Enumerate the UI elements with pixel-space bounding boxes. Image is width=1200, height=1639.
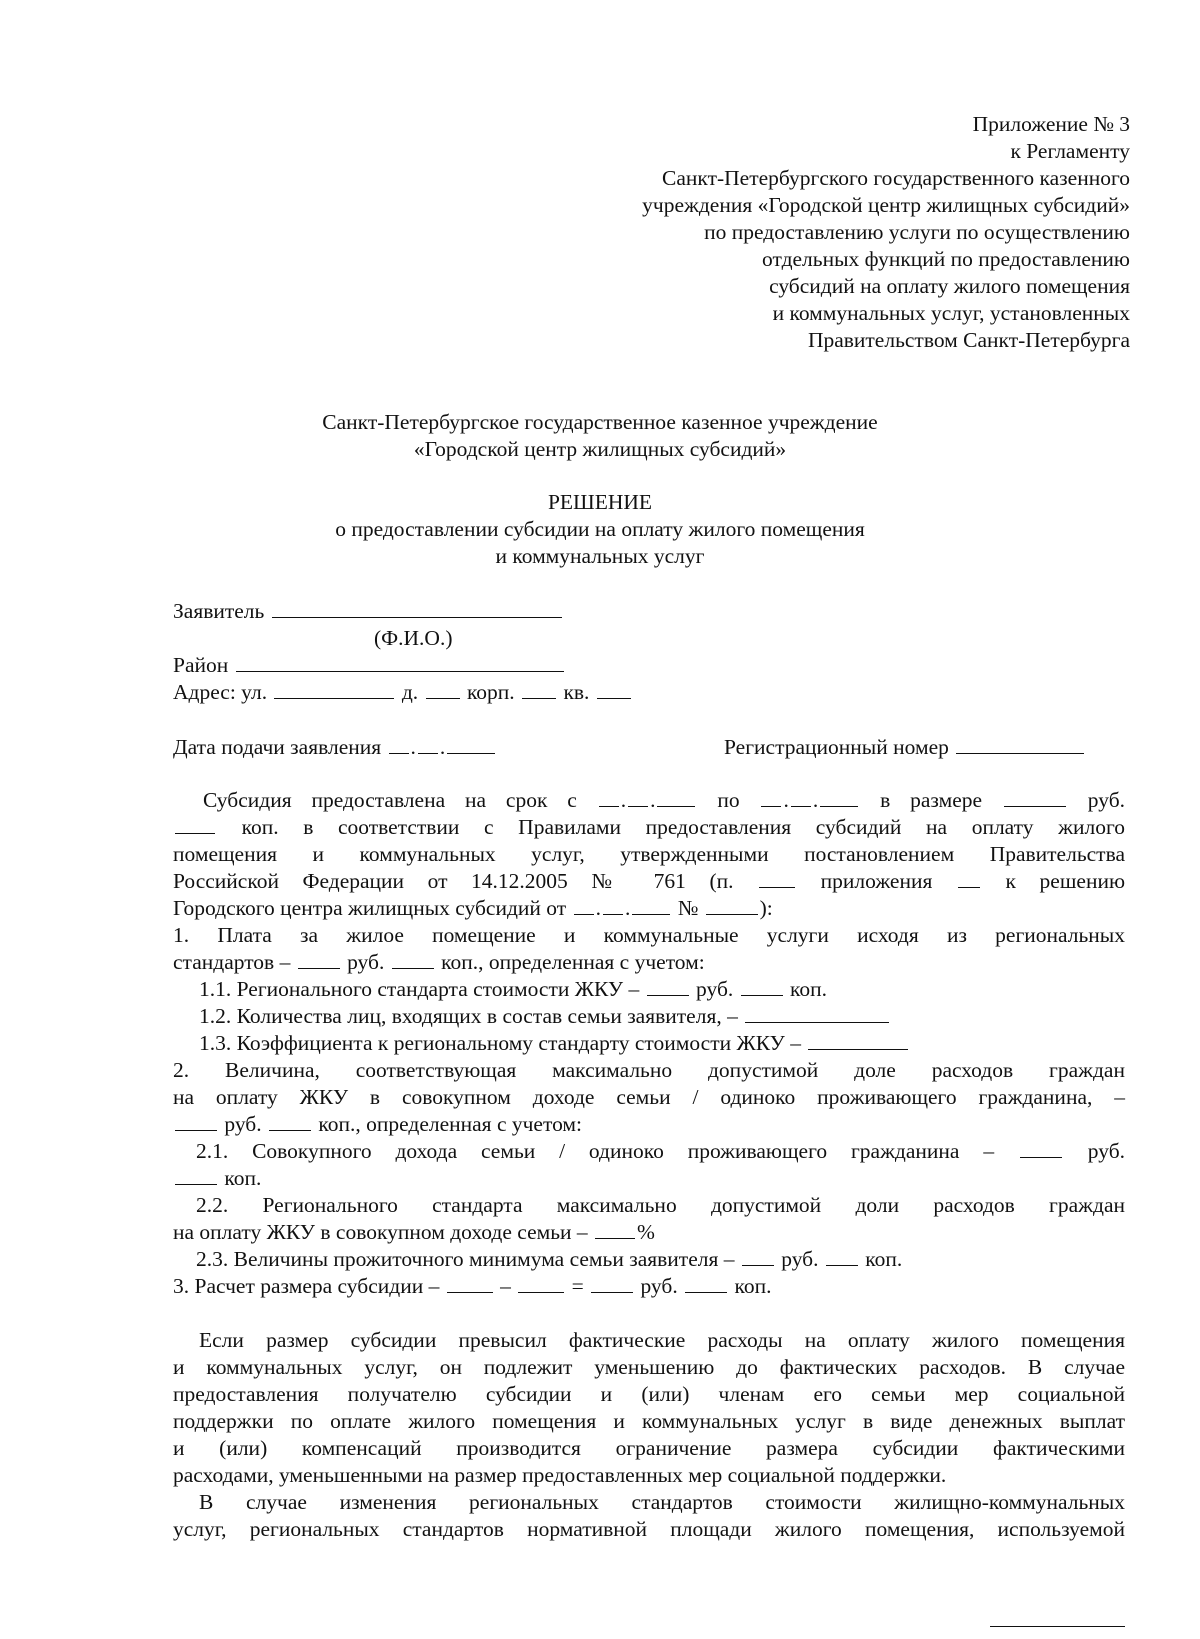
amount-blank <box>591 1274 633 1293</box>
org-name-line1: Санкт-Петербургское государственное казенное учреждение <box>322 410 878 434</box>
apartment-label: кв. <box>563 680 590 704</box>
body-text: в размере <box>880 788 983 812</box>
body-text: на оплату ЖКУ в совокупном доходе семьи – <box>173 1220 588 1244</box>
body-text: руб. <box>640 1274 678 1298</box>
body-text: руб. <box>224 1112 262 1136</box>
paragraph-line: услуг, региональных стандартов нормативной площади жилого помещения, используемой <box>173 1517 1125 1541</box>
body-text: 3. Расчет размера субсидии – <box>173 1274 440 1298</box>
body-text: руб. <box>1087 788 1126 812</box>
item-1-line1: 1. Плата за жилое помещение и коммунальные услуги исходя из региональных <box>173 923 1125 947</box>
body-text: коп. в соответствии с Правилами предоставления субсидий на оплату жилого <box>241 815 1126 839</box>
body-text: № <box>677 896 699 920</box>
item-2-2-line2 <box>173 1219 655 1246</box>
item-2-line3 <box>173 1111 582 1138</box>
body-text: 1.3. Коэффициента к региональному стандарту стоимости ЖКУ – <box>199 1031 801 1055</box>
count-blank <box>745 1004 889 1023</box>
amount-blank <box>741 977 783 996</box>
header-line: и коммунальных услуг, установленных <box>772 301 1130 325</box>
body-text: Городского центра жилищных субсидий от <box>173 896 567 920</box>
bottom-rule <box>990 1626 1125 1627</box>
body-text: % <box>637 1220 655 1244</box>
date-blank <box>603 896 623 915</box>
applicant-label: Заявитель <box>173 599 265 623</box>
item-2-1 <box>196 1138 1125 1165</box>
paragraph-line: и (или) компенсаций производится ограничение размера субсидии фактическими <box>173 1436 1125 1460</box>
street-blank <box>274 680 394 699</box>
house-label: д. <box>401 680 419 704</box>
header-line: отдельных функций по предоставлению <box>762 247 1130 271</box>
date-blank <box>820 788 858 807</box>
body-text: – <box>500 1274 511 1298</box>
body-text: приложения <box>820 869 933 893</box>
coefficient-blank <box>808 1031 908 1050</box>
paragraph-line: Если размер субсидии превысил фактические расходы на оплату жилого помещения <box>199 1328 1125 1352</box>
date-blank <box>389 735 409 754</box>
applicant-row <box>173 598 564 625</box>
item-2-1-cont <box>173 1165 261 1192</box>
submit-date-row <box>173 734 497 761</box>
body-text: Российской Федерации от 14.12.2005 № 761 (п. <box>173 869 734 893</box>
reg-number-row <box>724 734 1086 761</box>
amount-blank <box>1004 788 1066 807</box>
district-row <box>173 652 566 679</box>
date-blank <box>632 896 670 915</box>
amount-blank <box>175 1112 217 1131</box>
amount-blank <box>742 1247 774 1266</box>
org-name-line2: «Городской центр жилищных субсидий» <box>413 437 787 461</box>
body-line: Городского центра жилищных субсидий от . . № ): <box>173 896 773 920</box>
paragraph-line: расходами, уменьшенными на размер предоставленных мер социальной поддержки. <box>173 1463 947 1487</box>
body-text: Субсидия предоставлена на срок с <box>203 788 577 812</box>
body-text: руб. <box>1087 1139 1126 1163</box>
body-text: коп. <box>790 977 828 1001</box>
body-text: к решению <box>1005 869 1126 893</box>
date-separator: . <box>410 735 416 759</box>
building-blank <box>522 680 556 699</box>
date-blank <box>657 788 695 807</box>
amount-blank <box>175 815 215 834</box>
date-blank <box>761 788 781 807</box>
body-text: по <box>717 788 740 812</box>
date-blank <box>574 896 594 915</box>
item-2-2-line1: 2.2. Регионального стандарта максимально допустимой доли расходов граждан <box>196 1193 1125 1217</box>
body-text: руб. <box>781 1247 819 1271</box>
item-1-line2 <box>173 949 705 976</box>
body-line <box>173 814 1125 841</box>
body-text: коп. <box>865 1247 903 1271</box>
applicant-name-blank <box>272 599 562 618</box>
address-street-label: Адрес: ул. <box>173 680 268 704</box>
body-text: 1.1. Регионального стандарта стоимости ЖКУ – <box>199 977 640 1001</box>
item-1-2 <box>199 1003 891 1030</box>
body-text: 1.2. Количества лиц, входящих в состав семьи заявителя, – <box>199 1004 738 1028</box>
fio-caption: (Ф.И.О.) <box>374 626 453 650</box>
item-3 <box>173 1273 771 1300</box>
date-blank <box>447 735 495 754</box>
body-line <box>173 868 1125 895</box>
date-blank <box>628 788 648 807</box>
reg-number-blank <box>956 735 1084 754</box>
amount-blank <box>298 950 340 969</box>
amount-blank <box>518 1274 564 1293</box>
body-text: коп., определенная с учетом: <box>318 1112 583 1136</box>
appendix-blank <box>958 869 980 888</box>
header-line: к Регламенту <box>1010 139 1130 163</box>
item-2-line2: на оплату ЖКУ в совокупном доходе семьи / одиноко проживающего гражданина, – <box>173 1085 1125 1109</box>
amount-blank <box>647 977 689 996</box>
amount-blank <box>1020 1139 1062 1158</box>
header-line: Правительством Санкт-Петербурга <box>807 328 1130 352</box>
body-text: 2.1. Совокупного дохода семьи / одиноко проживающего гражданина – <box>196 1139 995 1163</box>
body-text: = <box>571 1274 584 1298</box>
building-label: корп. <box>466 680 515 704</box>
header-line: субсидий на оплату жилого помещения <box>769 274 1130 298</box>
paragraph-line: поддержки по оплате жилого помещения и коммунальных услуг в виде денежных выплат <box>173 1409 1125 1433</box>
apartment-blank <box>597 680 631 699</box>
header-line: Приложение № 3 <box>972 112 1130 136</box>
percent-blank <box>595 1220 635 1239</box>
header-line: Санкт-Петербургского государственного казенного <box>662 166 1130 190</box>
amount-blank <box>392 950 434 969</box>
date-separator: . <box>439 735 446 759</box>
body-text: 2.3. Величины прожиточного минимума семьи заявителя – <box>196 1247 735 1271</box>
date-blank <box>599 788 619 807</box>
submit-date-label: Дата подачи заявления <box>173 735 382 759</box>
body-text: коп. <box>734 1274 772 1298</box>
body-text: коп. <box>224 1166 262 1190</box>
body-text: ): <box>759 896 773 920</box>
body-text: коп., определенная с учетом: <box>441 950 705 974</box>
address-row <box>173 679 633 706</box>
body-text: руб. <box>696 977 734 1001</box>
header-line: по предоставлению услуги по осуществлению <box>704 220 1130 244</box>
amount-blank <box>826 1247 858 1266</box>
item-2-line1: 2. Величина, соответствующая максимально допустимой доле расходов граждан <box>173 1058 1125 1082</box>
item-1-3 <box>199 1030 910 1057</box>
body-text: руб. <box>347 950 385 974</box>
paragraph-line: В случае изменения региональных стандартов стоимости жилищно-коммунальных <box>199 1490 1125 1514</box>
reg-number-label: Регистрационный номер <box>724 735 949 759</box>
document-subtitle-line1: о предоставлении субсидии на оплату жилого помещения <box>335 517 865 541</box>
district-label: Район <box>173 653 229 677</box>
document-subtitle-line2: и коммунальных услуг <box>495 544 705 568</box>
paragraph-line: и коммунальных услуг, он подлежит уменьшению до фактических расходов. В случае <box>173 1355 1125 1379</box>
header-line: учреждения «Городской центр жилищных субсидий» <box>642 193 1130 217</box>
amount-blank <box>269 1112 311 1131</box>
body-text: стандартов – <box>173 950 291 974</box>
amount-blank <box>447 1274 493 1293</box>
body-line: Субсидия предоставлена на срок с . . по . . в размере руб. <box>203 788 1126 812</box>
clause-blank <box>759 869 795 888</box>
number-blank <box>706 896 758 915</box>
date-blank <box>418 735 438 754</box>
paragraph-line: предоставления получателю субсидии и (или) членам его семьи мер социальной <box>173 1382 1125 1406</box>
amount-blank <box>685 1274 727 1293</box>
house-blank <box>426 680 460 699</box>
amount-blank <box>175 1166 217 1185</box>
item-1-1 <box>199 976 827 1003</box>
item-2-3 <box>196 1246 902 1273</box>
district-blank <box>236 653 564 672</box>
document-title: РЕШЕНИЕ <box>547 490 653 514</box>
date-blank <box>791 788 811 807</box>
body-line: помещения и коммунальных услуг, утвержденными постановлением Правительства <box>173 842 1125 866</box>
